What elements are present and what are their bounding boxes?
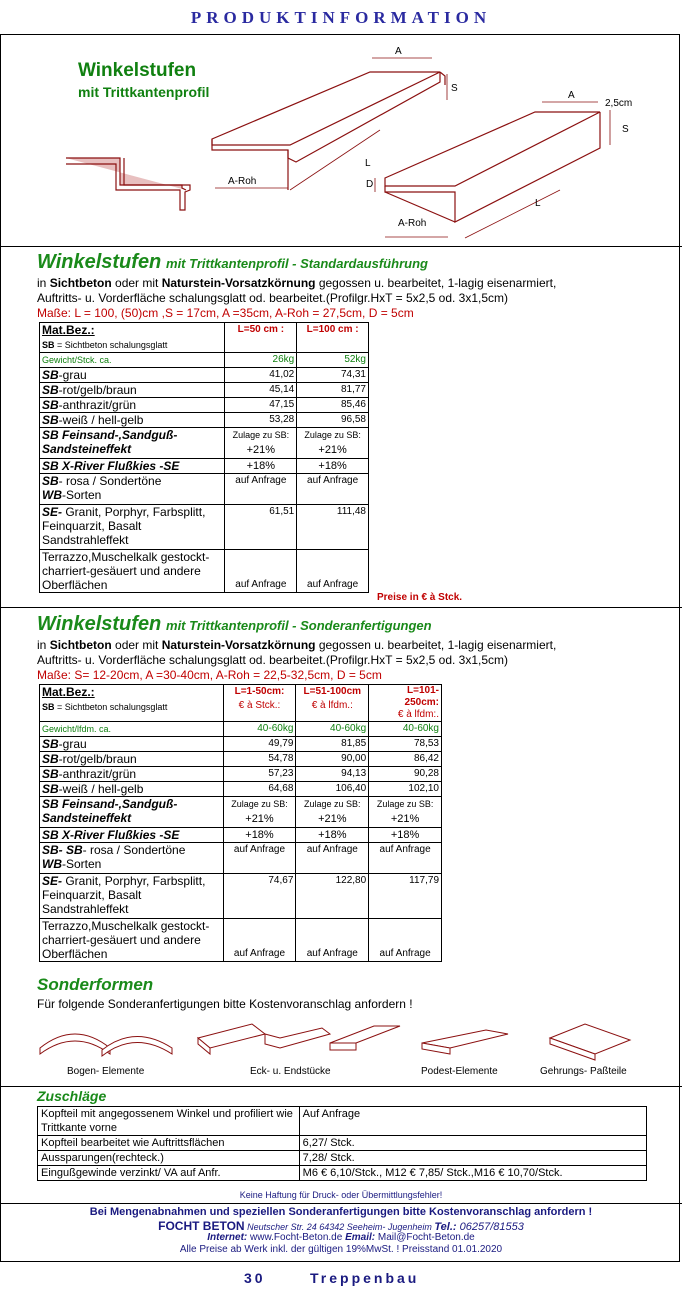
price-basis: Alle Preise ab Werk inkl. der gültigen 19%MwSt. ! Preisstand 01.01.2020: [179, 1244, 503, 1255]
section1-desc: in Sichtbeton oder mit Naturstein-Vorsatzkörnung gegossen u. bearbeitet, 1-lagig eisenarmiert, Auftritts- u. Vorderfläche schalungsglatt od. bearbeitet.(Profilgr.HxT = 5x2,5 od. 3x1,5cm) Maße: L = 100, (50)cm ,S = 17cm, A =35cm, A-Roh = 27,5cm, D = 5cm: [37, 276, 557, 320]
bogen-element-1: [40, 1034, 110, 1054]
label-s: S: [451, 83, 458, 94]
table-row: Gewicht/lfdm. ca. 40-60kg 40-60kg 40-60kg: [40, 722, 442, 737]
table-row: SE- Granit, Porphyr, Farbsplitt, Feinquarzit, Basalt Sandstrahleffekt 61,51 111,48: [40, 505, 369, 550]
table-row: Eingußgewinde verzinkt/ VA auf Anfr. M6 € 6,10/Stck., M12 € 7,85/ Stck.,M16 € 10,70/Stck.: [38, 1166, 647, 1181]
divider: [0, 607, 682, 608]
section2-desc: in Sichtbeton oder mit Naturstein-Vorsatzkörnung gegossen u. bearbeitet, 1-lagig eisenarmiert, Auftritts- u. Vorderfläche schalungsglatt od. bearbeitet.(Profilgr.HxT = 5x2,5 od. 3x1,5cm) Maße: S= 12-20cm, A =30-40cm, A-Roh = 22,5-32,5cm, D = 5cm: [37, 638, 557, 682]
table-row: SB Feinsand-,Sandguß-Sandsteineffekt Zulage zu SB: +21% Zulage zu SB: +21% Zulage zu SB: +21%: [40, 797, 442, 828]
sonderform-label: Podest-Elemente: [421, 1066, 498, 1077]
sonderformen-desc: Für folgende Sonderanfertigungen bitte Kostenvoranschlag anfordern !: [37, 997, 413, 1011]
hero-title: Winkelstufen: [78, 60, 197, 81]
label-a2: A: [568, 90, 575, 101]
price-table-standard: [39, 322, 369, 593]
label-aroh: A-Roh: [228, 176, 257, 187]
table-row: SB-grau 49,79 81,85 78,53: [40, 737, 442, 752]
table-row: SB-rot/gelb/braun 45,14 81,77: [40, 383, 369, 398]
table-row: SB-anthrazit/grün 47,15 85,46: [40, 398, 369, 413]
bogen-element-2: [102, 1036, 172, 1056]
zuschlaege-title: Zuschläge: [37, 1088, 107, 1104]
table-row: Gewicht/Stck. ca. 26kg 52kg: [40, 353, 369, 368]
table-header-row: Mat.Bez.: SB = Sichtbeton schalungsglatt L=1-50cm: € à Stck.: L=51-100cm € à lfdm.: L=101- 250cm: € à lfdm:.: [40, 685, 442, 722]
label-l: L: [365, 158, 371, 169]
sonderform-label: Gehrungs- Paßteile: [540, 1066, 627, 1077]
price-note: Preise in € à Stck.: [377, 592, 463, 603]
hero-subtitle: mit Trittkantenprofil: [78, 84, 210, 100]
table-row: Terrazzo,Muschelkalk gestockt-charriert-gesäuert und andere Oberflächen auf Anfrage auf Anfrage auf Anfrage: [40, 919, 442, 962]
table-row: Aussparungen(rechteck.) 7,28/ Stck.: [38, 1151, 647, 1166]
sonderform-label: Eck- u. Endstücke: [250, 1066, 331, 1077]
label-s2: S: [622, 124, 629, 135]
table-row: SB-grau 41,02 74,31: [40, 368, 369, 383]
gehrungs-passteil: [550, 1024, 630, 1054]
page-number: 30: [244, 1270, 266, 1286]
section2-title: Winkelstufen mit Trittkantenprofil - Sonderanfertigungen: [37, 613, 432, 635]
table-row: SB-weiß / hell-gelb 64,68 106,40 102,10: [40, 782, 442, 797]
table-row: Kopfteil bearbeitet wie Auftrittsflächen 6,27/ Stck.: [38, 1136, 647, 1151]
label-l2: L: [535, 198, 541, 209]
table-row: Kopfteil mit angegossenem Winkel und profiliert wie Trittkante vorne Auf Anfrage: [38, 1107, 647, 1136]
table-row: SB-weiß / hell-gelb 53,28 96,58: [40, 413, 369, 428]
label-aroh2: A-Roh: [398, 218, 427, 229]
mengen-note: Bei Mengenabnahmen und speziellen Sonderanfertigungen bitte Kostenvoranschlag anfordern !: [89, 1206, 593, 1218]
table-row: SB X-River Flußkies -SE +18% +18% +18%: [40, 828, 442, 843]
table-row: SB X-River Flußkies -SE +18% +18%: [40, 459, 369, 474]
divider: [0, 1086, 682, 1087]
label-d: D: [366, 179, 374, 190]
contact-line: Internet: www.Focht-Beton.de Email: Mail@Focht-Beton.de: [207, 1232, 475, 1243]
zuschlaege-table: [37, 1106, 647, 1181]
price-table-custom: [39, 684, 442, 962]
section-name: Treppenbau: [310, 1270, 420, 1286]
table-row: SB Feinsand-,Sandguß-Sandsteineffekt Zulage zu SB: +21% Zulage zu SB: +21%: [40, 428, 369, 459]
eck-stueck: [198, 1024, 265, 1048]
step-drawings: [0, 40, 682, 245]
table-row: SB- rosa / Sondertöne WB-Sorten auf Anfrage auf Anfrage: [40, 474, 369, 505]
page-header-title: PRODUKTINFORMATION: [190, 8, 492, 27]
table-row: SB-anthrazit/grün 57,23 94,13 90,28: [40, 767, 442, 782]
divider: [0, 1203, 682, 1204]
sonderform-label: Bogen- Elemente: [67, 1066, 145, 1077]
table-header-row: Mat.Bez.: SB = Sichtbeton schalungsglatt L=50 cm : L=100 cm :: [40, 323, 369, 353]
section1-title: Winkelstufen mit Trittkantenprofil - Standardausführung: [37, 251, 428, 273]
table-row: SB- SB- rosa / Sondertöne WB-Sorten auf Anfrage auf Anfrage auf Anfrage: [40, 843, 442, 874]
divider: [0, 246, 682, 247]
table-row: SB-rot/gelb/braun 54,78 90,00 86,42: [40, 752, 442, 767]
end-stueck: [330, 1026, 400, 1043]
sonderformen-title: Sonderformen: [37, 975, 154, 994]
label-cm: 2,5cm: [605, 98, 633, 109]
table-row: SE- Granit, Porphyr, Farbsplitt, Feinquarzit, Basalt Sandstrahleffekt 74,67 122,80 117,79: [40, 874, 442, 919]
company-line: FOCHT BETON Neutscher Str. 24 64342 Seeheim- Jugenheim Tel.: 06257/81553: [158, 1219, 524, 1233]
label-a: A: [395, 46, 402, 57]
sonderformen-drawings: [30, 1018, 650, 1068]
haftung-note: Keine Haftung für Druck- oder Übermittlungsfehler!: [239, 1190, 443, 1200]
table-row: Terrazzo,Muschelkalk gestockt-charriert-gesäuert und andere Oberflächen auf Anfrage auf Anfrage: [40, 550, 369, 593]
